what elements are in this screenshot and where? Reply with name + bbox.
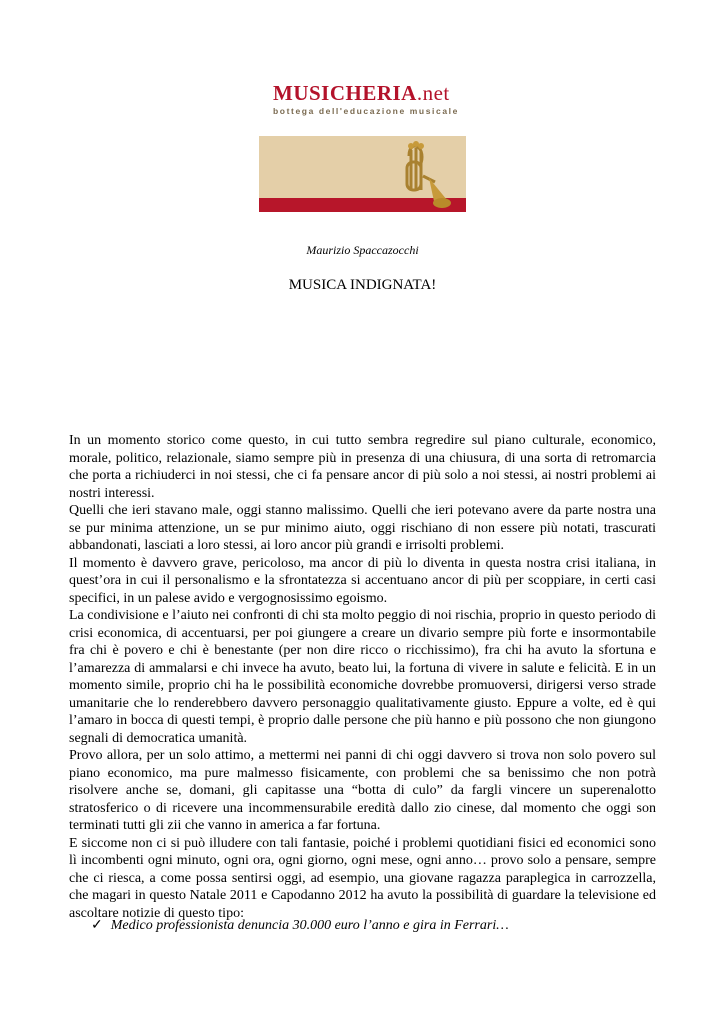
article-body xyxy=(69,432,656,922)
paragraph: La condivisione e l’aiuto nei confronti di chi sta molto peggio di noi rischia, proprio in questo periodo di crisi economica, di accentuarsi, per poi giungere a creare un divario sempre più forte e insormontabile fra chi è povero e chi è benestante (per non dire ricco o ricchissimo), fra chi ha avuto la sfortuna e l’amarezza di ammalarsi e chi invece ha avuto, beato lui, la fortuna di vivere in salute e felicità. E in un momento simile, proprio chi ha le possibilità economiche dovrebbe promuoversi, dirigersi verso strade umanitarie che lo renderebbero davvero personaggio qualitativamente giusto. Eppure a volte, ed è qui l’amaro in bocca di questi tempi, è proprio dalle persone che più hanno e più possono che non giungono segnali di democratica umanità. xyxy=(69,608,656,746)
paragraph: Quelli che ieri stavano male, oggi stanno malissimo. Quelli che ieri potevano avere da parte nostra una se pur minima attenzione, un se pur minimo aiuto, oggi rischiano di non essere più notati, trascurati abbandonati, lasciati a loro stessi, ai loro ancor più grandi e irrisolti problemi. xyxy=(69,503,656,553)
paragraph: Provo allora, per un solo attimo, a mettermi nei panni di chi oggi davvero si trova non solo povero sul piano economico, ma pure malmesso fisicamente, con problemi che sa benissimo che non potrà risolvere anche se, domani, gli capitasse una “botta di culo” da fargli vincere un superenalotto stratosferico o di ricevere una incommensurabile eredità dallo zio cinese, dal momento che oggi son terminati tutti gli zii che vanno in america a far fortuna. xyxy=(69,748,656,833)
bullet-item xyxy=(91,917,509,934)
trumpet-icon xyxy=(259,136,466,212)
logo-name: MUSICHERIA xyxy=(273,81,417,105)
paragraph: In un momento storico come questo, in cui tutto sembra regredire sul piano culturale, economico, morale, politico, relazionale, siamo sempre più in presenza di una chiusura, di una sorta di retromarcia che porta a richiuderci in noi stessi, che ci fa pensare ancor di più solo a noi stessi, ai nostri problemi ai nostri interessi. xyxy=(69,433,656,501)
checkmark-icon: ✓ xyxy=(91,918,103,933)
site-logo xyxy=(273,82,473,116)
paragraph: E siccome non ci si può illudere con tali fantasie, poiché i problemi quotidiani fisici ed economici sono lì incombenti ogni minuto, ogni ora, ogni giorno, ogni mese, ogni anno… provo solo a pensare, sempre che ci riesca, a come possa sentirsi oggi, ad esempio, una giovane ragazza paraplegica in carrozzella, che magari in questo Natale 2011 e Capodanno 2012 ha avuto la possibilità di guardare la televisione ed ascoltare notizie di questo tipo: xyxy=(69,835,656,921)
logo-tagline: bottega dell'educazione musicale xyxy=(273,106,459,116)
logo-wordmark xyxy=(273,82,473,104)
paragraph: Il momento è davvero grave, pericoloso, ma ancor di più lo diventa in questa nostra crisi italiana, in quest’ora in cui il personalismo e la sfrontatezza si accentuano ancor di più per scoppiare, in certi casi specifici, in un palese avido e vergognosissimo egoismo. xyxy=(69,555,656,606)
header-banner xyxy=(259,136,466,212)
bullet-text: Medico professionista denuncia 30.000 euro l’anno e gira in Ferrari… xyxy=(110,918,509,933)
article-author: Maurizio Spaccazocchi xyxy=(306,243,419,257)
logo-tld: .net xyxy=(416,81,450,105)
article-title: MUSICA INDIGNATA! xyxy=(288,277,437,293)
